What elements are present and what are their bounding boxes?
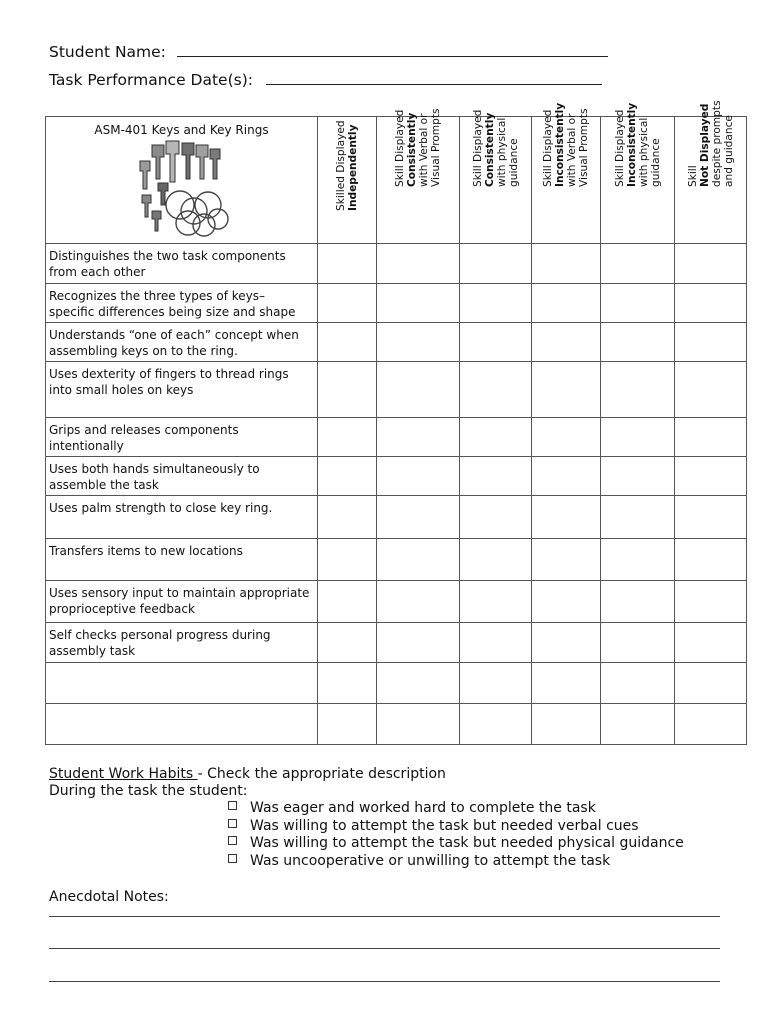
rating-cell[interactable] [377, 663, 460, 704]
rating-cell[interactable] [377, 539, 460, 581]
rating-cell[interactable] [601, 284, 675, 323]
work-habits-title: Student Work Habits [49, 766, 198, 782]
col-header-text: with Verbal or [418, 113, 430, 187]
rating-cell[interactable] [532, 244, 601, 284]
rating-cell[interactable] [460, 457, 532, 496]
rating-cell[interactable] [460, 581, 532, 623]
rating-cell[interactable] [460, 539, 532, 581]
col-header-text: with Verbal or [566, 113, 578, 187]
rating-cell[interactable] [460, 623, 532, 663]
keys-and-rings-image [132, 139, 232, 239]
col-header-3 [460, 109, 532, 244]
table-row [46, 284, 747, 323]
table-row [46, 704, 747, 745]
col-header-text: with physical [495, 117, 508, 187]
col-header-emphasis: Inconsistently [625, 102, 638, 187]
rating-cell[interactable] [318, 539, 377, 581]
rating-cell[interactable] [318, 623, 377, 663]
rating-cell[interactable] [675, 704, 747, 745]
rating-cell[interactable] [601, 581, 675, 623]
rating-cell[interactable] [601, 457, 675, 496]
rating-cell[interactable] [675, 362, 747, 418]
rating-cell[interactable] [532, 323, 601, 362]
rating-cell[interactable] [532, 284, 601, 323]
rating-cell[interactable] [318, 496, 377, 539]
rating-cell[interactable] [532, 704, 601, 745]
skill-description [46, 663, 318, 704]
skill-description: Uses palm strength to close key ring. [46, 496, 318, 539]
rating-cell[interactable] [675, 496, 747, 539]
table-row [46, 623, 747, 663]
student-name-field[interactable] [177, 42, 608, 57]
rating-cell[interactable] [318, 418, 377, 457]
rating-cell[interactable] [460, 496, 532, 539]
table-row [46, 496, 747, 539]
habit-option [228, 853, 684, 871]
skill-description: Uses dexterity of fingers to thread rings into small holes on keys [46, 362, 318, 418]
habit-option-label: Was uncooperative or unwilling to attempt the task [250, 852, 611, 869]
rating-cell[interactable] [601, 418, 675, 457]
rating-cell[interactable] [377, 284, 460, 323]
rating-cell[interactable] [675, 284, 747, 323]
rating-cell[interactable] [532, 623, 601, 663]
skill-description: Grips and releases components intentionally [46, 418, 318, 457]
skill-description: Distinguishes the two task components from each other [46, 244, 318, 284]
notes-line[interactable] [49, 981, 720, 982]
habit-option-label: Was willing to attempt the task but needed verbal cues [250, 817, 639, 834]
table-row [46, 362, 747, 418]
rating-cell[interactable] [377, 418, 460, 457]
rating-cell[interactable] [601, 496, 675, 539]
student-name-line [49, 42, 608, 61]
skill-description: Transfers items to new locations [46, 539, 318, 581]
col-header-6 [675, 100, 747, 244]
work-habits-options [228, 800, 684, 870]
rating-cell[interactable] [377, 581, 460, 623]
rating-cell[interactable] [601, 244, 675, 284]
rating-cell[interactable] [601, 539, 675, 581]
rating-cell[interactable] [675, 418, 747, 457]
col-header-emphasis: Not Displayed [698, 103, 711, 187]
col-header-text: Visual Prompts [578, 108, 590, 187]
task-date-line [49, 70, 602, 89]
task-title: ASM-401 Keys and Key Rings [94, 123, 269, 137]
rating-cell[interactable] [675, 663, 747, 704]
work-habits-section [49, 766, 446, 800]
rating-cell[interactable] [675, 581, 747, 623]
rating-cell[interactable] [460, 284, 532, 323]
checkbox[interactable] [228, 854, 237, 863]
rating-cell[interactable] [460, 418, 532, 457]
rating-cell[interactable] [460, 323, 532, 362]
rating-cell[interactable] [601, 323, 675, 362]
rating-cell[interactable] [318, 244, 377, 284]
rating-cell[interactable] [601, 704, 675, 745]
rating-cell[interactable] [532, 581, 601, 623]
rating-cell[interactable] [532, 663, 601, 704]
work-habits-intro: During the task the student: [49, 783, 248, 799]
col-header-emphasis: Consistently [406, 112, 418, 187]
table-row [46, 663, 747, 704]
rating-cell[interactable] [318, 581, 377, 623]
col-header-text: Skill Displayed [613, 109, 626, 187]
rating-cell[interactable] [532, 496, 601, 539]
habit-option [228, 818, 684, 836]
skill-description: Recognizes the three types of keys– specific differences being size and shape [46, 284, 318, 323]
col-header-text: with physical [637, 117, 650, 187]
col-header-text: Skill Displayed [471, 109, 484, 187]
habit-option [228, 835, 684, 853]
rating-cell[interactable] [377, 457, 460, 496]
rating-cell[interactable] [377, 623, 460, 663]
col-header-5 [601, 102, 675, 244]
skill-description: Uses both hands simultaneously to assemble the task [46, 457, 318, 496]
rating-cell[interactable] [675, 623, 747, 663]
rating-cell[interactable] [601, 623, 675, 663]
col-header-emphasis: Consistently [483, 112, 496, 187]
checkbox[interactable] [228, 836, 237, 845]
col-header-text: and guidance [722, 115, 735, 187]
rating-cell[interactable] [318, 704, 377, 745]
rating-cell[interactable] [318, 362, 377, 418]
col-header-4 [532, 102, 601, 244]
rating-cell[interactable] [675, 457, 747, 496]
col-header-2 [377, 108, 460, 244]
rating-cell[interactable] [377, 362, 460, 418]
table-row [46, 539, 747, 581]
rating-cell[interactable] [318, 663, 377, 704]
anecdotal-notes-label: Anecdotal Notes: [49, 889, 169, 905]
rating-cell[interactable] [532, 362, 601, 418]
rating-cell[interactable] [675, 323, 747, 362]
rating-cell[interactable] [377, 244, 460, 284]
rating-cell[interactable] [460, 362, 532, 418]
rating-cell[interactable] [460, 704, 532, 745]
col-header-emphasis: Independently [347, 124, 359, 211]
rating-cell[interactable] [377, 704, 460, 745]
rating-cell[interactable] [460, 663, 532, 704]
rating-cell[interactable] [675, 539, 747, 581]
rating-cell[interactable] [675, 244, 747, 284]
task-date-label: Task Performance Date(s): [49, 71, 253, 89]
student-name-label: Student Name: [49, 43, 166, 61]
skill-description [46, 704, 318, 745]
rating-cell[interactable] [377, 496, 460, 539]
rating-cell[interactable] [318, 457, 377, 496]
task-date-field[interactable] [266, 70, 602, 85]
rating-cell[interactable] [532, 539, 601, 581]
rating-cell[interactable] [601, 663, 675, 704]
col-header-text: Skilled Displayed [335, 120, 347, 211]
table-row [46, 323, 747, 362]
table-row [46, 418, 747, 457]
rating-cell[interactable] [377, 323, 460, 362]
col-header-text: Visual Prompts [430, 108, 442, 187]
table-row [46, 581, 747, 623]
col-header-text: Skill Displayed [542, 109, 554, 187]
col-header-text: Skill Displayed [394, 109, 406, 187]
notes-line[interactable] [49, 948, 720, 949]
rating-cell[interactable] [318, 323, 377, 362]
checkbox[interactable] [228, 801, 237, 810]
table-header-row [46, 117, 747, 244]
rating-cell[interactable] [601, 362, 675, 418]
table-row [46, 244, 747, 284]
table-row [46, 457, 747, 496]
rating-cell[interactable] [532, 418, 601, 457]
col-header-text: Skill [686, 165, 699, 187]
habit-option [228, 800, 684, 818]
skill-description: Uses sensory input to maintain appropriate proprioceptive feedback [46, 581, 318, 623]
col-header-emphasis: Inconsistently [554, 102, 566, 187]
col-header-text: despite prompts [710, 100, 723, 187]
col-header-text: guidance [649, 138, 662, 187]
col-header-text: guidance [507, 138, 520, 187]
skill-description: Understands “one of each” concept when assembling keys on to the ring. [46, 323, 318, 362]
rating-cell[interactable] [460, 244, 532, 284]
habit-option-label: Was eager and worked hard to complete the task [250, 800, 596, 816]
skills-table [45, 100, 747, 745]
checkbox[interactable] [228, 819, 237, 828]
habit-option-label: Was willing to attempt the task but needed physical guidance [250, 835, 684, 851]
skill-description: Self checks personal progress during assembly task [46, 623, 318, 663]
rating-cell[interactable] [318, 284, 377, 323]
work-habits-instruction: - Check the appropriate description [197, 766, 446, 782]
col-header-1 [318, 117, 377, 244]
task-title-cell [46, 117, 318, 244]
rating-cell[interactable] [532, 457, 601, 496]
notes-line[interactable] [49, 916, 720, 917]
